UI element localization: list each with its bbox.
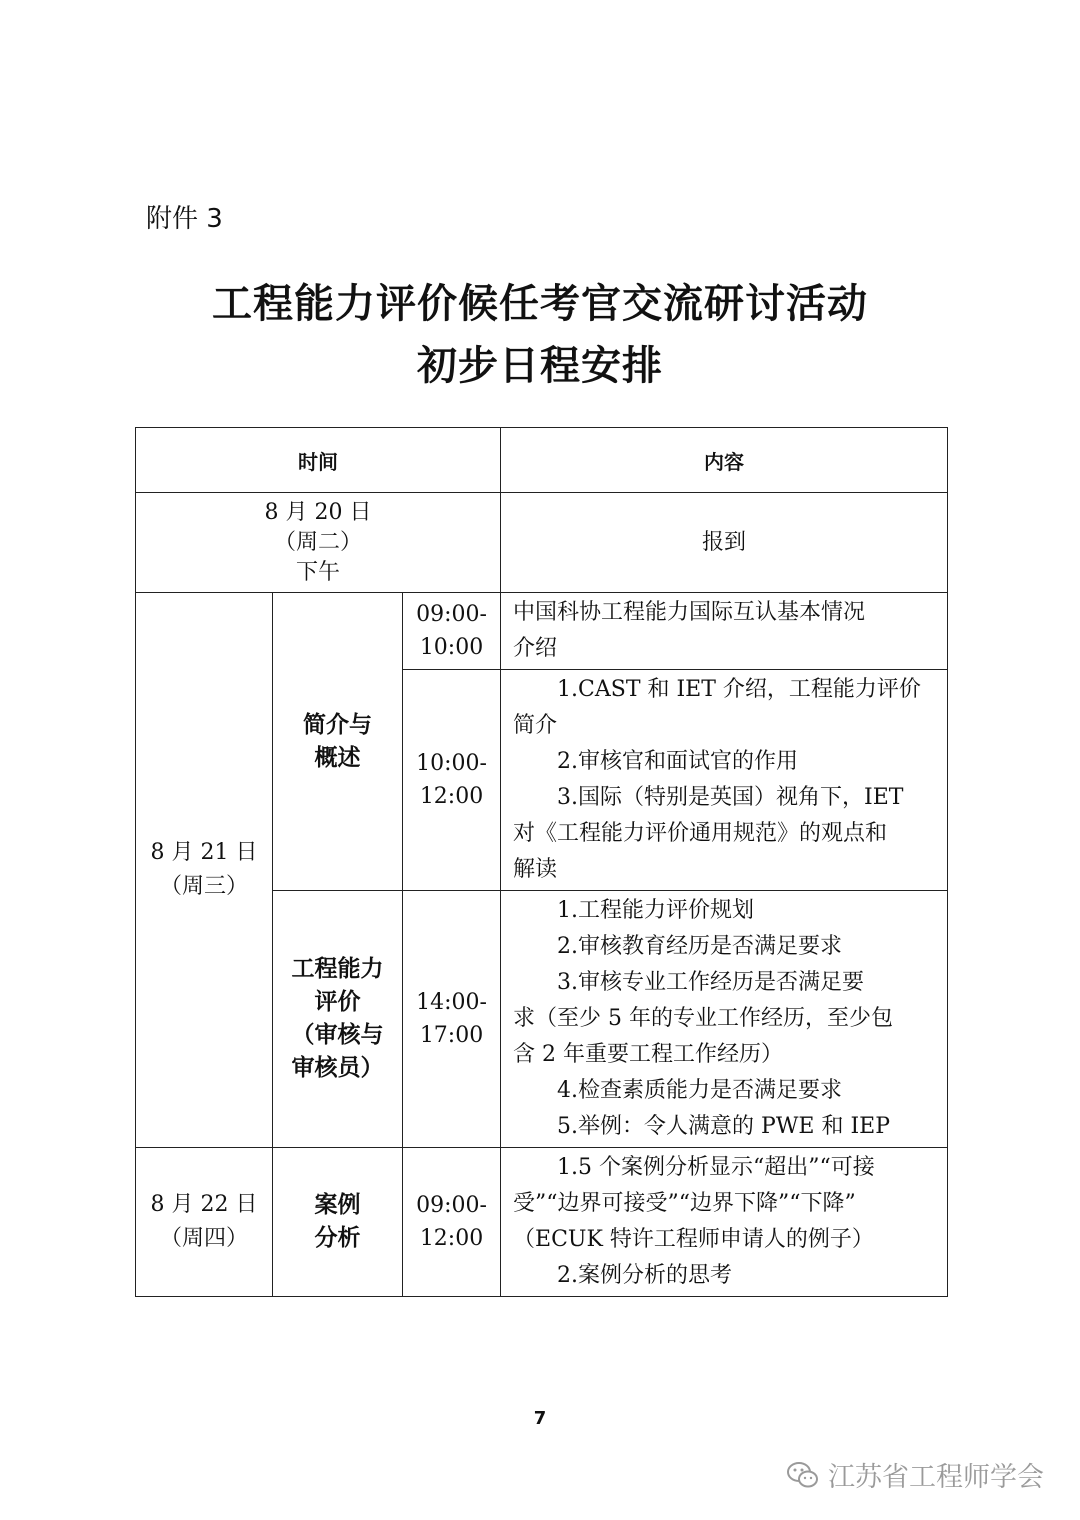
day1-weekday: （周二） xyxy=(274,529,363,555)
day1-content: 报到 xyxy=(501,493,948,593)
table-header-row xyxy=(136,428,948,493)
day3-topic: 案例 分析 xyxy=(273,1148,403,1297)
header-time: 时间 xyxy=(136,428,501,493)
attachment-label: 附件 3 xyxy=(146,204,223,234)
page-number: 7 xyxy=(533,1408,547,1429)
wechat-icon xyxy=(786,1458,820,1492)
day3-weekday: （周四） xyxy=(159,1226,248,1251)
header-content: 内容 xyxy=(501,428,948,493)
watermark-text: 江苏省工程师学会 xyxy=(828,1462,1044,1493)
day2-s3-time: 14:00- 17:00 xyxy=(403,891,501,1148)
day3-cell xyxy=(136,1148,273,1297)
day2-cell xyxy=(136,593,273,1148)
day1-cell xyxy=(136,493,501,593)
watermark xyxy=(786,1455,1044,1494)
day1-date: 8 月 20 日 xyxy=(264,499,372,525)
day2-s2-time: 10:00- 12:00 xyxy=(403,670,501,891)
day3-date: 8 月 22 日 xyxy=(150,1192,258,1217)
table-row xyxy=(136,1148,948,1297)
day2-s1-time: 09:00- 10:00 xyxy=(403,593,501,670)
day2-s3-content: 1.工程能力评价规划 2.审核教育经历是否满足要求 3.审核专业工作经历是否满足要 求（至少 5 年的专业工作经历，至少包 含 2 年重要工程工作经历） 4.检查素质能力是否满足要求 5.举例：令人满意的 PWE 和 IEP xyxy=(501,891,948,1148)
day2-topic2: 工程能力 评价 （审核与 审核员） xyxy=(273,891,403,1148)
page-title: 工程能力评价候任考官交流研讨活动 xyxy=(212,281,868,327)
day2-weekday: （周三） xyxy=(159,874,248,899)
day1-period: 下午 xyxy=(296,559,341,585)
page-subtitle: 初步日程安排 xyxy=(417,343,663,389)
day2-s2-content: 1.CAST 和 IET 介绍，工程能力评价 简介 2.审核官和面试官的作用 3.国际（特别是英国）视角下，IET 对《工程能力评价通用规范》的观点和 解读 xyxy=(501,670,948,891)
day3-s1-content: 1.5 个案例分析显示“超出”“可接 受”“边界可接受”“边界下降”“下降” （ECUK 特许工程师申请人的例子） 2.案例分析的思考 xyxy=(501,1148,948,1297)
table-row xyxy=(136,593,948,670)
table-row xyxy=(136,493,948,593)
day2-s1-content: 中国科协工程能力国际互认基本情况 介绍 xyxy=(501,593,948,670)
day3-s1-time: 09:00- 12:00 xyxy=(403,1148,501,1297)
schedule-table xyxy=(135,427,948,1297)
day2-topic1: 简介与 概述 xyxy=(273,593,403,891)
day2-date: 8 月 21 日 xyxy=(150,840,258,865)
